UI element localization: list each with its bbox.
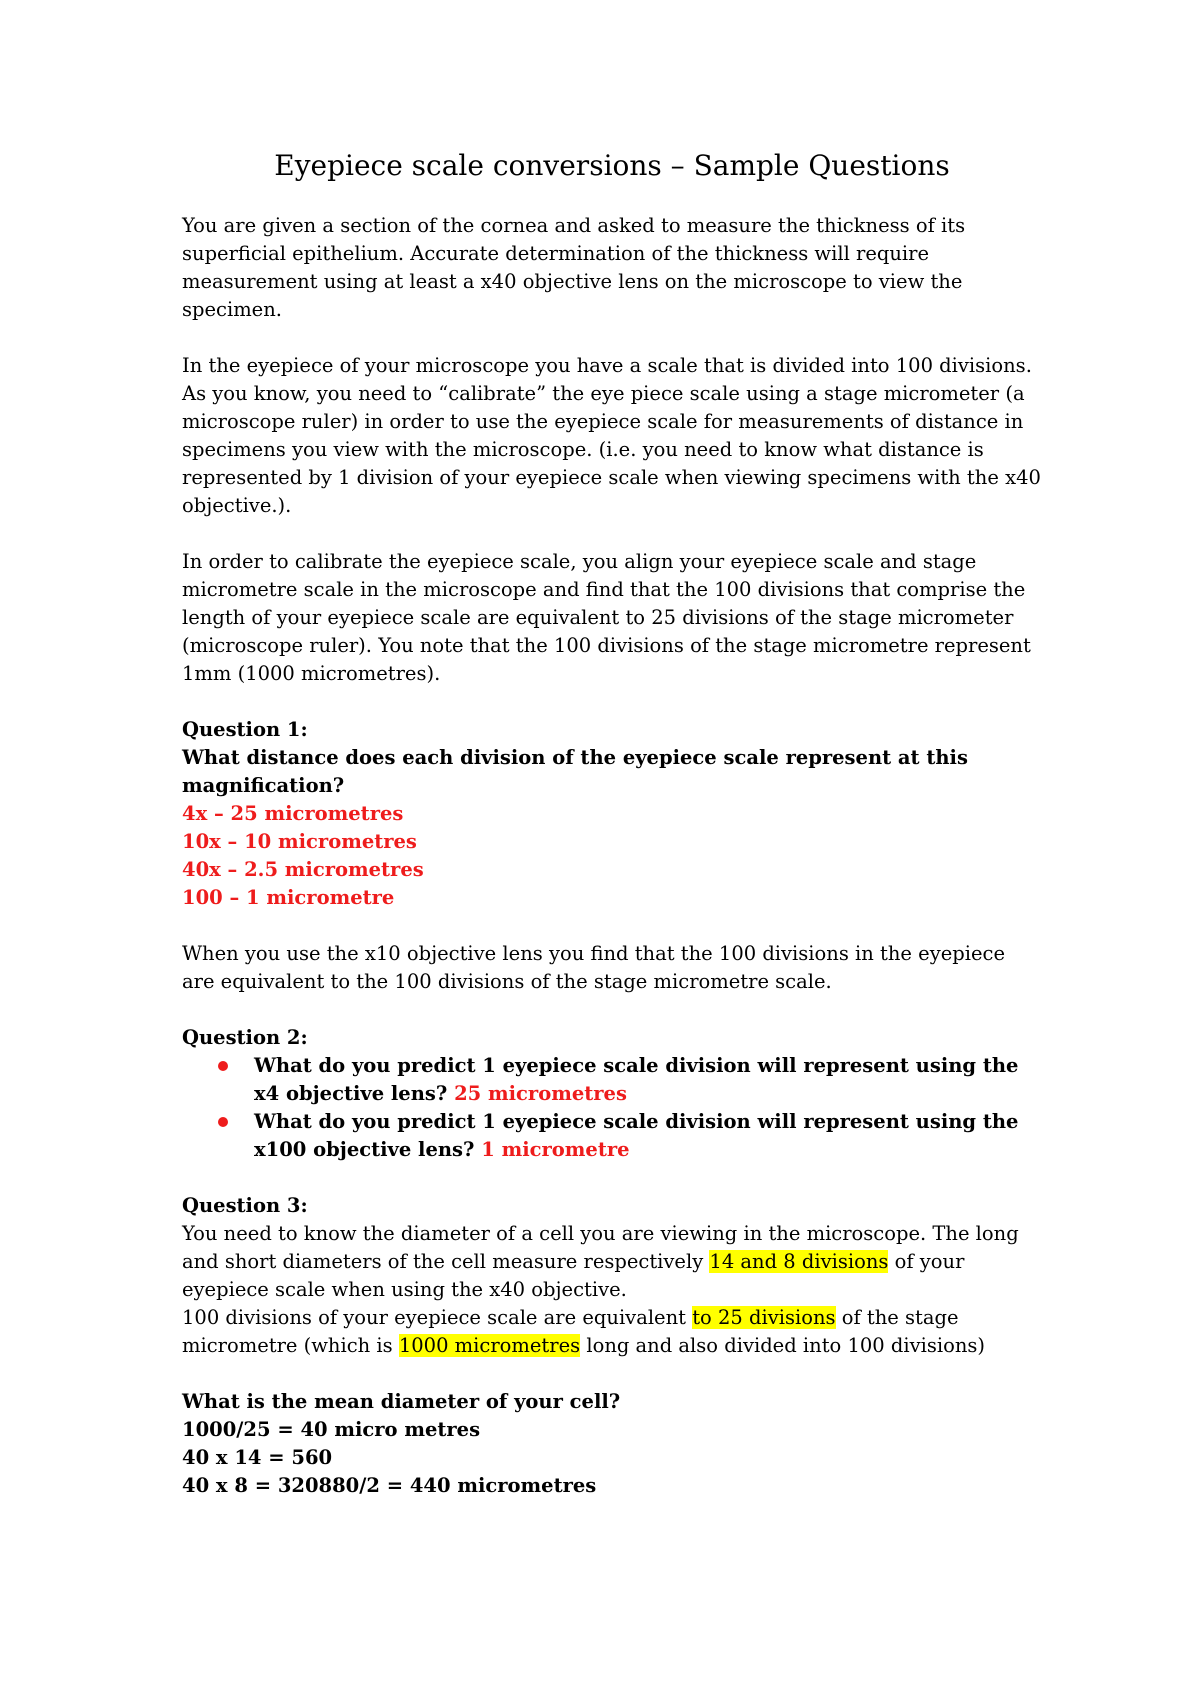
- question-2-block: [182, 1024, 1042, 1164]
- question-2-item-2-answer: 1 micrometre: [481, 1138, 630, 1161]
- question-2-item-1: [182, 1052, 1042, 1108]
- question-1-answer-4: 100 – 1 micrometre: [182, 886, 395, 909]
- question-1-answer-1: 4x – 25 micrometres: [182, 802, 404, 825]
- question-1-block: [182, 716, 1042, 912]
- question-1-answer-2: 10x – 10 micrometres: [182, 830, 417, 853]
- bullet-icon: [218, 1061, 228, 1071]
- document-title: Eyepiece scale conversions – Sample Questions: [274, 149, 950, 182]
- question-2-item-2-question: What do you predict 1 eyepiece scale division will represent using the x100 objective lens?: [254, 1110, 1019, 1161]
- question-2-heading: Question 2:: [182, 1026, 308, 1049]
- question-1-text: What distance does each division of the eyepiece scale represent at this magnification?: [182, 746, 968, 797]
- question-3-block: [182, 1192, 1042, 1360]
- intro-paragraph-2: In the eyepiece of your microscope you have a scale that is divided into 100 divisions. As you know, you need to “calibrate” the eye piece scale using a stage micrometer (a microscope ruler) in order to use the eyepiece scale for measurements of distance in specimens you view with the microscope. (i.e. you need to know what distance is represented by 1 division of your eyepiece scale when viewing specimens with the x40 objective.).: [182, 354, 1041, 517]
- question-2-item-1-question: What do you predict 1 eyepiece scale division will represent using the x4 objective lens?: [254, 1054, 1019, 1105]
- calculation-line-3: 40 x 8 = 320880/2 = 440 micrometres: [182, 1474, 597, 1497]
- calculation-line-2: 40 x 14 = 560: [182, 1446, 333, 1469]
- x10-paragraph: When you use the x10 objective lens you find that the 100 divisions in the eyepiece are equivalent to the 100 divisions of the stage micrometre scale.: [182, 942, 1005, 993]
- question-1-heading: Question 1:: [182, 718, 308, 741]
- question-3-text-5: long and also divided into 100 divisions): [580, 1334, 986, 1357]
- calculation-line-1: 1000/25 = 40 micro metres: [182, 1418, 481, 1441]
- highlight-25-divisions: to 25 divisions: [692, 1306, 836, 1329]
- highlight-diameters: 14 and 8 divisions: [709, 1250, 889, 1273]
- question-3-heading: Question 3:: [182, 1194, 308, 1217]
- question-2-item-2: [182, 1108, 1042, 1164]
- question-3-text-a: [182, 1220, 1042, 1304]
- question-3-text-4: of the stage micrometre (which is: [182, 1306, 959, 1357]
- question-1-answer-3: 40x – 2.5 micrometres: [182, 858, 424, 881]
- question-2-list: [182, 1052, 1042, 1164]
- intro-paragraph-1: You are given a section of the cornea and asked to measure the thickness of its superficial epithelium. Accurate determination of the thickness will require measurement using at least a x40 objective lens on the microscope to view the specimen.: [182, 214, 966, 321]
- question-3-text-b: [182, 1304, 1042, 1360]
- intro-paragraph-3: In order to calibrate the eyepiece scale, you align your eyepiece scale and stage micrometre scale in the microscope and find that the 100 divisions that comprise the length of your eyepiece scale are equivalent to 25 divisions of the stage micrometer (microscope ruler). You note that the 100 divisions of the stage micrometre represent 1mm (1000 micrometres).: [182, 550, 1031, 685]
- mean-diameter-block: [182, 1388, 1042, 1500]
- question-3-text-2: of your eyepiece scale when using the x40 objective.: [182, 1250, 965, 1301]
- document-page: [182, 148, 1042, 1528]
- highlight-1000-micrometres: 1000 micrometres: [398, 1334, 581, 1357]
- question-3-text-1: You need to know the diameter of a cell you are viewing in the microscope. The long and short diameters of the cell measure respectively: [182, 1222, 1019, 1273]
- bullet-icon: [218, 1117, 228, 1127]
- mean-diameter-question: What is the mean diameter of your cell?: [182, 1390, 621, 1413]
- question-3-text-3: 100 divisions of your eyepiece scale are equivalent: [182, 1306, 693, 1329]
- question-2-item-1-answer: 25 micrometres: [454, 1082, 627, 1105]
